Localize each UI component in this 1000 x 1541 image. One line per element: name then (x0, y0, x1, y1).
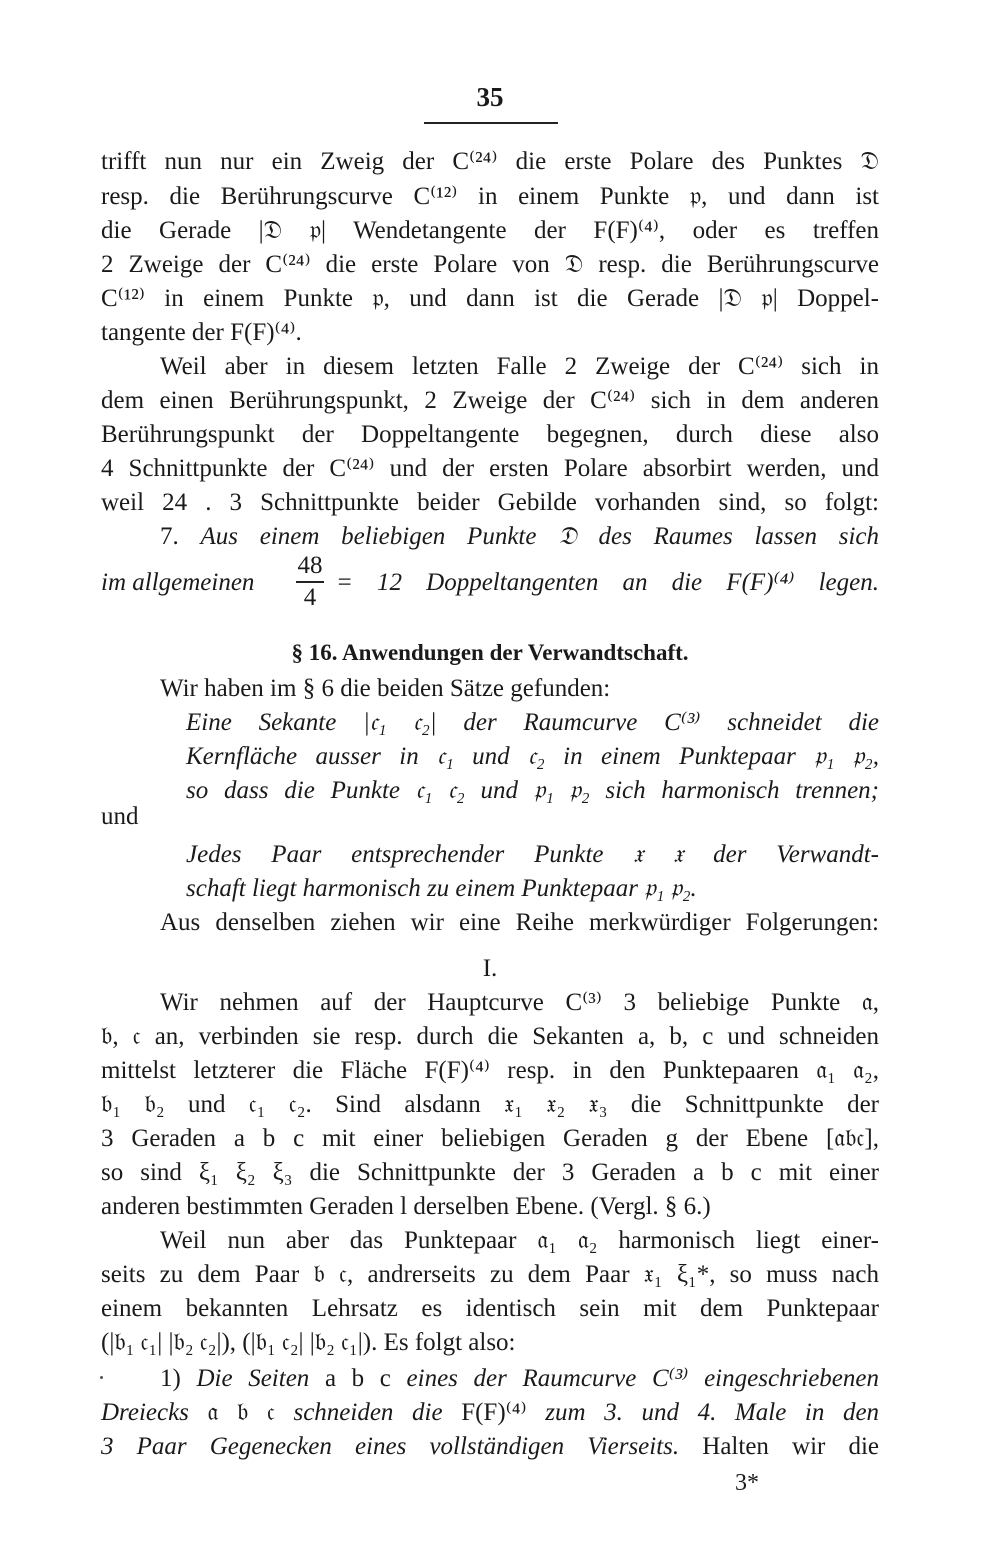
theorem-number: 7. (160, 523, 179, 550)
text-line: 3 Geraden a b c mit einer beliebigen Geraden g der Ebene [𝔞𝔟𝔠], (101, 1125, 879, 1152)
text-line: 2 Zweige der C⁽²⁴⁾ die erste Polare von 𝔇 resp. die Berührungscurve (101, 251, 879, 278)
statement-text: Dreiecks (101, 1399, 189, 1426)
theorem-7-line-2-prefix (101, 566, 281, 600)
statement-text: a b c (324, 1365, 391, 1392)
paragraph-start-line: Weil nun aber das Punktepaar 𝔞₁ 𝔞₂ harmonisch liegt einer- (160, 1227, 879, 1254)
section-heading: § 16. Anwendungen der Verwandtschaft. (291, 640, 689, 665)
statement-text: schneiden die (293, 1399, 443, 1426)
fraction-numerator: 48 (297, 552, 323, 579)
satz-1-line: Kernfläche ausser in 𝔠₁ und 𝔠₂ in einem Punktepaar 𝔭₁ 𝔭₂, (186, 743, 879, 770)
fraction-bar (296, 581, 324, 583)
text-line: die Gerade |𝔇 𝔭| Wendetangente der F(F)⁽⁴⁾, oder es treffen (101, 217, 879, 244)
signature-mark: 3* (735, 1470, 759, 1496)
text-line: anderen bestimmten Geraden l derselben Ebene. (Vergl. § 6.) (101, 1193, 711, 1220)
paragraph-start-line: Weil aber in diesem letzten Falle 2 Zweige der C⁽²⁴⁾ sich in (160, 353, 879, 380)
text-line: C⁽¹²⁾ in einem Punkte 𝔭, und dann ist die Gerade |𝔇 𝔭| Doppel- (101, 285, 879, 312)
statement-text: Die Seiten (196, 1365, 310, 1392)
page-number: 35 (476, 82, 504, 112)
theorem-text: im allgemeinen (101, 569, 255, 596)
theorem-7-line-1 (160, 520, 879, 554)
statement-1-line-2 (101, 1396, 879, 1430)
text-line: trifft nun nur ein Zweig der C⁽²⁴⁾ die erste Polare des Punktes 𝔇 (101, 148, 879, 175)
statement-1-line-1 (160, 1362, 879, 1396)
intro-line: Wir haben im § 6 die beiden Sätze gefunden: (160, 675, 611, 702)
theorem-text: = 12 Doppeltangenten an die F(F)⁽⁴⁾ legen. (336, 569, 879, 596)
text-line: 𝔟, 𝔠 an, verbinden sie resp. durch die Sekanten a, b, c und schneiden (101, 1023, 879, 1050)
theorem-7-line-2-suffix (336, 566, 879, 600)
statement-number: 1) (160, 1365, 181, 1392)
satz-2-line: Jedes Paar entsprechender Punkte 𝔵 𝔵 der Verwandt- (186, 841, 879, 868)
fraction-denominator: 4 (303, 584, 317, 611)
text-line: 𝔟₁ 𝔟₂ und 𝔠₁ 𝔠₂. Sind alsdann 𝔵₁ 𝔵₂ 𝔵₃ die Schnittpunkte der (101, 1091, 879, 1118)
text-line: dem einen Berührungspunkt, 2 Zweige der C⁽²⁴⁾ sich in dem anderen (101, 387, 879, 414)
text-line: Wir nehmen auf der Hauptcurve C⁽³⁾ 3 beliebige Punkte 𝔞, (160, 989, 879, 1016)
text-line: weil 24 . 3 Schnittpunkte beider Gebilde vorhanden sind, so folgt: (101, 489, 879, 516)
statement-1-line-3 (101, 1430, 879, 1464)
text-line: (|𝔟₁ 𝔠₁| |𝔟₂ 𝔠₂|), (|𝔟₁ 𝔠₂| |𝔟₂ 𝔠₁|). Es folgt also: (101, 1329, 516, 1356)
roman-numeral-heading: I. (482, 955, 498, 982)
statement-text: F(F)⁽⁴⁾ (461, 1399, 527, 1426)
text-line: seits zu dem Paar 𝔟 𝔠, andrerseits zu dem Paar 𝔵₁ ξ₁*, so muss nach (101, 1261, 879, 1288)
text-line: mittelst letzterer die Fläche F(F)⁽⁴⁾ resp. in den Punktepaaren 𝔞₁ 𝔞₂, (101, 1057, 879, 1084)
text-line: 4 Schnittpunkte der C⁽²⁴⁾ und der ersten Polare absorbirt werden, und (101, 455, 879, 482)
text-line: einem bekannten Lehrsatz es identisch sein mit dem Punktepaar (101, 1295, 879, 1322)
statement-text: Halten wir die (702, 1433, 880, 1460)
fraction-48-over-4 (290, 552, 330, 612)
print-speck (100, 1376, 103, 1379)
satz-1-line: so dass die Punkte 𝔠₁ 𝔠₂ und 𝔭₁ 𝔭₂ sich harmonisch trennen; (186, 777, 879, 804)
statement-text: eines der Raumcurve C⁽³⁾ eingeschriebenen (406, 1365, 880, 1392)
satz-1-line: Eine Sekante |𝔠₁ 𝔠₂| der Raumcurve C⁽³⁾ schneidet die (186, 709, 879, 736)
text-line: tangente der F(F)⁽⁴⁾. (101, 319, 302, 346)
statement-text: 3 Paar Gegenecken eines vollständigen Vierseits. (101, 1433, 680, 1460)
text-line: Berührungspunkt der Doppeltangente begegnen, durch diese also (101, 421, 879, 448)
folgerungen-line: Aus denselben ziehen wir eine Reihe merkwürdiger Folgerungen: (160, 909, 879, 936)
text-line: resp. die Berührungscurve C⁽¹²⁾ in einem Punkte 𝔭, und dann ist (101, 183, 879, 210)
theorem-text: Aus einem beliebigen Punkte 𝔇 des Raumes lassen sich (200, 523, 879, 550)
satz-2-line: schaft liegt harmonisch zu einem Punktepaar 𝔭₁ 𝔭₂. (186, 875, 697, 902)
page-number-rule (424, 122, 558, 124)
und-connector: und (101, 803, 139, 830)
text-line: so sind ξ₁ ξ₂ ξ₃ die Schnittpunkte der 3 Geraden a b c mit einer (101, 1159, 879, 1186)
statement-text: zum 3. und 4. Male in den (545, 1399, 880, 1426)
statement-text: 𝔞 𝔟 𝔠 (207, 1399, 275, 1426)
